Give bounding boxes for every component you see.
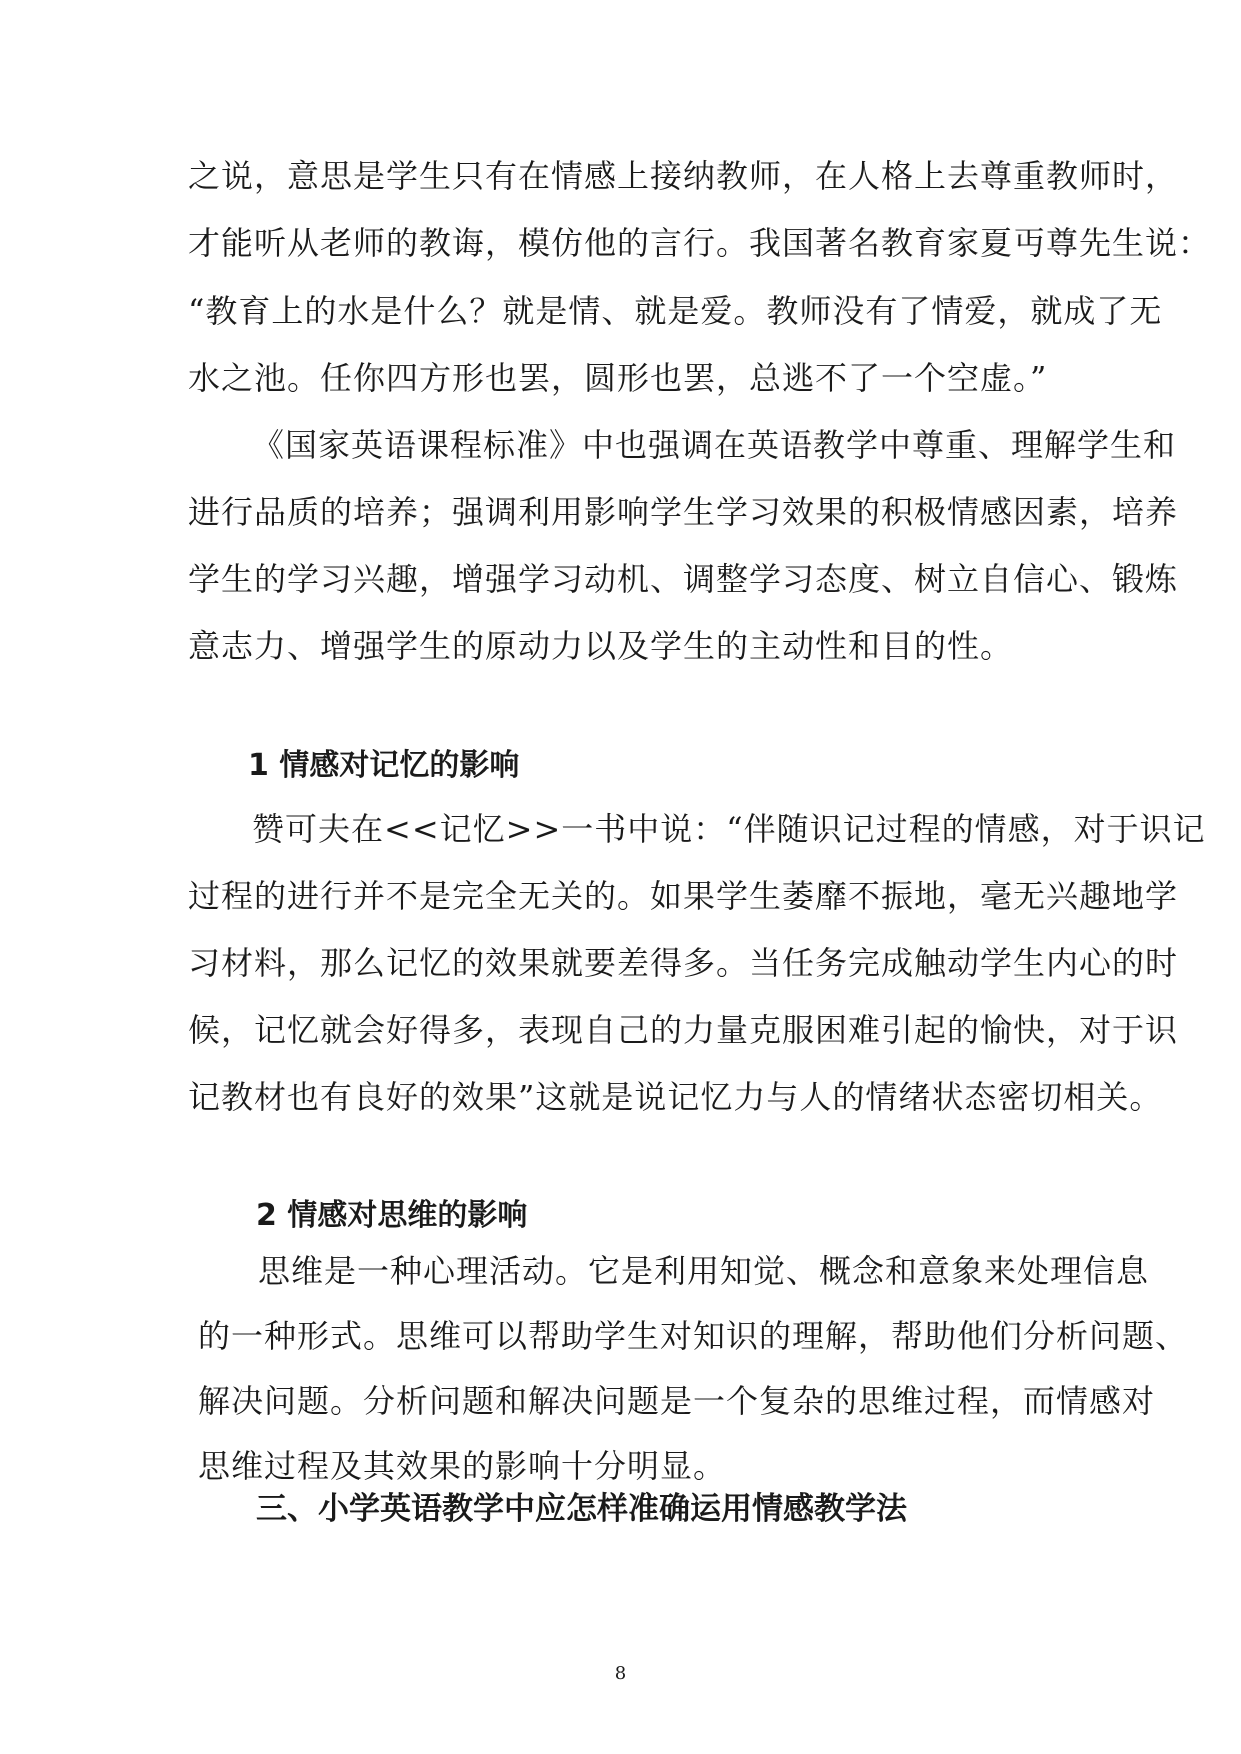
paragraph-line: 《国家英语课程标准》中也强调在英语教学中尊重、理解学生和	[252, 426, 1177, 464]
paragraph-line: 解决问题。分析问题和解决问题是一个复杂的思维过程，而情感对	[198, 1382, 1156, 1420]
paragraph-line: 学生的学习兴趣，增强学习动机、调整学习态度、树立自信心、锻炼	[188, 560, 1179, 598]
paragraph-line: 过程的进行并不是完全无关的。如果学生萎靡不振地，毫无兴趣地学	[188, 877, 1179, 915]
paragraph-line: 意志力、增强学生的原动力以及学生的主动性和目的性。	[188, 627, 1014, 665]
page-number: 8	[614, 1663, 627, 1684]
paragraph-line: 思维过程及其效果的影响十分明显。	[198, 1447, 727, 1485]
paragraph-line: 习材料，那么记忆的效果就要差得多。当任务完成触动学生内心的时	[188, 944, 1179, 982]
paragraph-line: “教育上的水是什么？就是情、就是爱。教师没有了情爱，就成了无	[188, 292, 1163, 330]
paragraph-line: 候，记忆就会好得多，表现自己的力量克服困难引起的愉快，对于识	[188, 1011, 1179, 1049]
subheading-memory: 1 情感对记忆的影响	[248, 748, 520, 783]
paragraph-line: 思维是一种心理活动。它是利用知觉、概念和意象来处理信息	[258, 1252, 1150, 1290]
paragraph-line: 记教材也有良好的效果”这就是说记忆力与人的情绪状态密切相关。	[188, 1078, 1163, 1116]
section-heading: 三、小学英语教学中应怎样准确运用情感教学法	[256, 1491, 907, 1527]
paragraph-line: 进行品质的培养；强调利用影响学生学习效果的积极情感因素，培养	[188, 493, 1179, 531]
subheading-thinking: 2 情感对思维的影响	[256, 1198, 528, 1233]
paragraph-line: 水之池。任你四方形也罢，圆形也罢，总逃不了一个空虚。”	[188, 359, 1048, 397]
paragraph-line: 之说，意思是学生只有在情感上接纳教师，在人格上去尊重教师时，	[188, 157, 1179, 195]
paragraph-line: 的一种形式。思维可以帮助学生对知识的理解，帮助他们分析问题、	[198, 1317, 1189, 1355]
paragraph-line: 赞可夫在<<记忆>>一书中说：“伴随识记过程的情感，对于识记	[252, 810, 1206, 848]
paragraph-line: 才能听从老师的教诲，模仿他的言行。我国著名教育家夏丏尊先生说：	[188, 224, 1212, 262]
